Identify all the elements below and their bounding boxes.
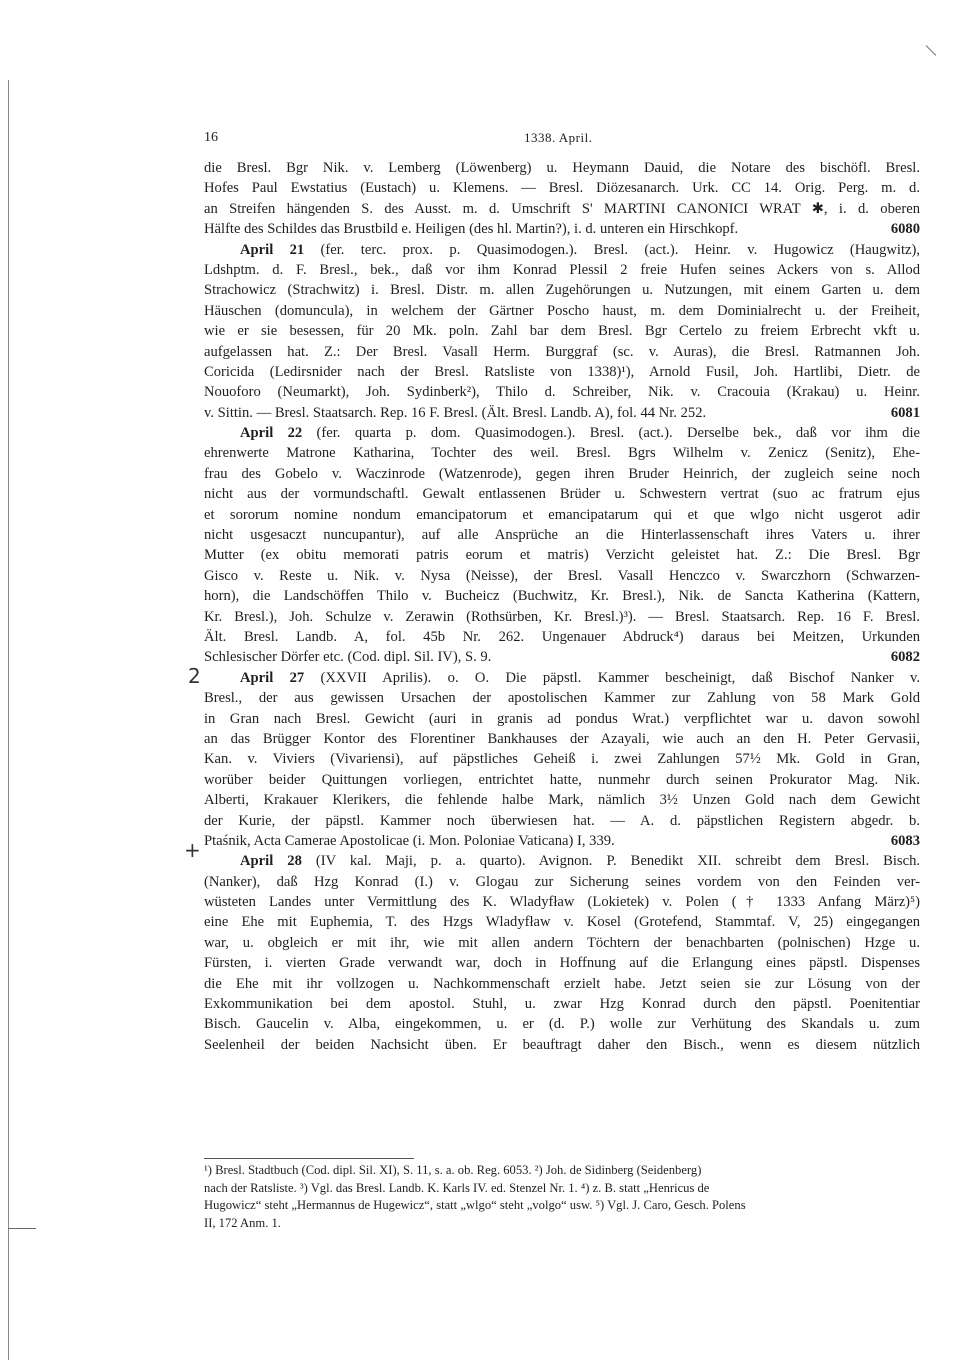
text-line: April 28 (IV kal. Maji, p. a. quarto). Avignon. P. Benedikt XII. schreibt dem Bresl. Bisch.: [240, 853, 920, 870]
text-line: April 22 (fer. quarta p. dom. Quasimodogen.). Bresl. (act.). Derselbe bek., daß vor ihm die: [240, 425, 920, 442]
margin-note-2: 2: [188, 664, 201, 688]
entry-date: April 28: [240, 853, 302, 870]
text-line: April 21 (fer. terc. prox. p. Quasimodogen.). Bresl. (act.). Heinr. v. Hugowicz (Haugwitz),: [240, 241, 920, 258]
text-line: Exkommunikation bei dem apostol. Stuhl, u. zwar Hzg Konrad durch den päpstl. Poenitentiar: [204, 996, 920, 1013]
entry-number: 6081: [890, 404, 920, 421]
text-line: ehrenwerte Matrone Katharina, Tochter des weil. Bresl. Bgrs Wilhelm v. Zenicz (Senitz), Ehe-: [204, 445, 920, 462]
text-line: Fürsten, i. vierten Grade verwandt war, doch in Hoffnung auf die Erlangung eines päpstl. Dispenses: [204, 955, 920, 972]
scan-edge-line: [8, 80, 9, 1360]
footnote-line: Hugowicz“ steht „Hermannus de Hugewicz“, statt „wlgo“ steht „volgo“ usw. ⁵) Vgl. J. Caro, Gesch. Polens: [204, 1198, 746, 1212]
text-line: in Gran nach Bresl. Gewicht (auri in granis ad pondus Wrat.) verpflichtet war u. davon sowohl: [204, 710, 920, 727]
running-head: 1338. April.: [524, 130, 593, 145]
text-line: aufgelassen hat. Z.: Der Bresl. Vasall Herm. Burggraf (sc. v. Auras), die Bresl. Ratmannen Joh.: [204, 343, 920, 360]
text-line: frau des Gobelo v. Waczinrode (Watzenrode), gegen ihren Bruder Heinrich, der zugleich seine noch: [204, 465, 920, 482]
entry-date: April 27: [240, 669, 305, 686]
entry-date: April 22: [240, 425, 303, 442]
scan-corner-mark: [8, 1228, 36, 1229]
text-line: Häuschen (domuncula), in welchem der Gärtner Poscho haust, m. dem Dominialrecht u. der Freiheit,: [204, 302, 920, 319]
entry-number: 6080: [890, 221, 920, 238]
footnote-line: nach der Ratsliste. ³) Vgl. das Bresl. Landb. K. Karls IV. ed. Stenzel Nr. 1. ⁴) z. B. statt „Henricus de: [204, 1180, 710, 1195]
text-line: et sororum nomine nondum emancipatorum et emancipatarum qui et que wlgo nicht usgerot adir: [204, 506, 920, 523]
document-body: [204, 158, 920, 1055]
entry-number: 6082: [890, 649, 920, 666]
text-line: Alberti, Krakauer Klerikers, die fehlende halbe Mark, nämlich 3½ Unzen Gold nach dem Gewicht: [204, 792, 920, 809]
footnote-line: ¹) Bresl. Stadtbuch (Cod. dipl. Sil. XI), S. 11, s. a. ob. Reg. 6053. ²) Joh. de Sidinberg (Seidenberg): [204, 1163, 702, 1177]
text-line: der Kurie, der päpstl. Kammer noch überwiesen hat. — A. d. päpstlichen Registern abgedr. b.: [204, 812, 920, 829]
text-line: (Nanker), daß Hzg Konrad (I.) v. Glogau zur Sicherung seines vordem von den Feinden ver-: [204, 873, 920, 890]
footnotes: [204, 1162, 920, 1232]
text-line: Ält. Bresl. Landb. A, fol. 45b Nr. 262. Ungenauer Abdruck⁴) daraus bei Meitzen, Urkunden: [204, 628, 920, 645]
text-line: Ldshptm. d. F. Bresl., bek., daß vor ihm Konrad Plessil 2 freie Hufen seines Ackers von s. Allod: [204, 261, 920, 278]
text-line: wie er sie besessen, für 20 Mk. poln. Zahl bar dem Bresl. Bgr Certelo zu freiem Erbrecht vkft u.: [204, 323, 920, 340]
text-line: war, u. obgleich er mit ihr, wie mit allen andern Töchtern der benachbarten (polnischen) Hzge u.: [204, 934, 920, 951]
text-line: die Ehe mit ihr vollzogen u. Nachkommenschaft erzielt habe. Jetzt seien sie zur Lösung von der: [204, 975, 920, 992]
text-line: Kr. Bresl.), Joh. Schulze v. Zerawin (Rothsürben, Kr. Bresl.)³). — Bresl. Staatsarch. Rep. 16 F. Bresl.: [204, 608, 920, 625]
page-number: 16: [204, 130, 218, 145]
text-line: worüber beider Quittungen vorliegen, entrichtet hatte, nunmehr durch seinen Prokurator Mag. Nik.: [204, 771, 920, 788]
text-line: die Bresl. Bgr Nik. v. Lemberg (Löwenberg) u. Heymann Dauid, die Notare des bischöfl. Bresl.: [204, 160, 920, 176]
scan-stray-mark: [926, 45, 937, 56]
text-line: Kan. v. Viviers (Vivariensi), auf päpstliches Geheiß i. zwei Zahlungen 57½ Mk. Gold in Gran,: [204, 751, 920, 768]
text-line: an das Brügger Kontor des Florentiner Bankhauses der Azayali, wie auch an den H. Peter Gervasii,: [204, 730, 920, 747]
text-line: Coricida (Ledirsnider nach der Bresl. Ratsliste von 1338)¹), Arnold Fusil, Joh. Hartlibi, Dietr. de: [204, 363, 920, 380]
text-line: Seelenheil der beiden Nachsicht üben. Er beauftragt daher den Bisch., wenn es diesem nützlich: [204, 1036, 920, 1053]
text-line: eine Ehe mit Euphemia, T. des Hzgs Wladyfław v. Kosel (Grotefend, Stammtaf. V, 25) eingegangen: [204, 914, 920, 931]
text-line: horn), die Landschöffen Thilo v. Bucheicz (Buchwitz, Kr. Bresl.), Nik. de Sancta Katherina (Kattern,: [204, 588, 920, 605]
text-line: Gisco v. Reste u. Nik. v. Nysa (Neisse), der Bresl. Vasall Henczco v. Swarczhorn (Schwarzen-: [204, 567, 920, 584]
footnote-line: II, 172 Anm. 1.: [204, 1215, 281, 1230]
text-line: wüsteten Landes unter Vermittlung des K. Wladyfław (Lokietek) v. Polen († 1333 Anfang März)⁵): [204, 894, 920, 911]
text-line: Bresl., der aus gewissen Ursachen der apostolischen Kammer zur Zahlung von 58 Mark Gold: [204, 690, 920, 707]
entry-date: April 21: [240, 241, 305, 258]
text-line: Nouoforo (Neumarkt), Joh. Sydinberk²), Thilo d. Schreiber, Nik. v. Cracouia (Krakau) u. Heinr.: [204, 384, 920, 401]
text-line: Mutter (ex obitu memorati patris eorum et matris) Verzicht geleistet hat. Z.: Die Bresl. Bgr: [204, 547, 920, 564]
text-line: nicht aus der vormundschaftl. Gewalt entlassenen Brüder u. Schwestern vertrat (suo ac fratrum ejus: [204, 486, 920, 503]
text-line: Bisch. Gaucelin v. Alba, eingekommen, u. er (d. P.) wolle zur Verhütung des Skandals u. zum: [204, 1016, 920, 1033]
text-line: Schlesischer Dörfer etc. (Cod. dipl. Sil. IV), S. 9. 6082: [204, 647, 920, 667]
entry-number: 6083: [890, 832, 920, 849]
text-line: April 27 (XXVII Aprilis). o. O. Die päpstl. Kammer bescheinigt, daß Bischof Nanker v.: [240, 669, 920, 686]
text-line: v. Sittin. — Bresl. Staatsarch. Rep. 16 F. Bresl. (Ält. Bresl. Landb. A), fol. 44 Nr. 252. 6081: [204, 403, 920, 423]
text-line: Ptaśnik, Acta Camerae Apostolicae (i. Mon. Poloniae Vaticana) I, 339. 6083: [204, 831, 920, 851]
text-line: Strachowicz (Strachwitz) i. Bresl. Distr. m. allen Zugehörungen u. Nutzungen, mit einem Garten u. dem: [204, 282, 920, 299]
text-line: nicht usgesaczt nuncupantur), auf alle Ansprüche an die Hinterlassenschaft ihres Vaters u. ihrer: [204, 527, 920, 544]
margin-note-cross: +: [184, 838, 201, 862]
text-line: Hälfte des Schildes das Brustbild e. Heiligen (des hl. Martin?), i. d. unteren ein Hirschkopf. 6080: [204, 219, 920, 239]
text-line: Hofes Paul Ewstatius (Eustach) u. Klemens. — Bresl. Diözesanarch. Urk. CC 14. Orig. Perg. m. d.: [204, 180, 920, 197]
footnote-rule: [204, 1158, 414, 1159]
text-line: an Streifen hängenden S. des Ausst. m. d. Umschrift S' MARTINI CANONICI WRAT ✱, i. d. oberen: [204, 200, 920, 217]
